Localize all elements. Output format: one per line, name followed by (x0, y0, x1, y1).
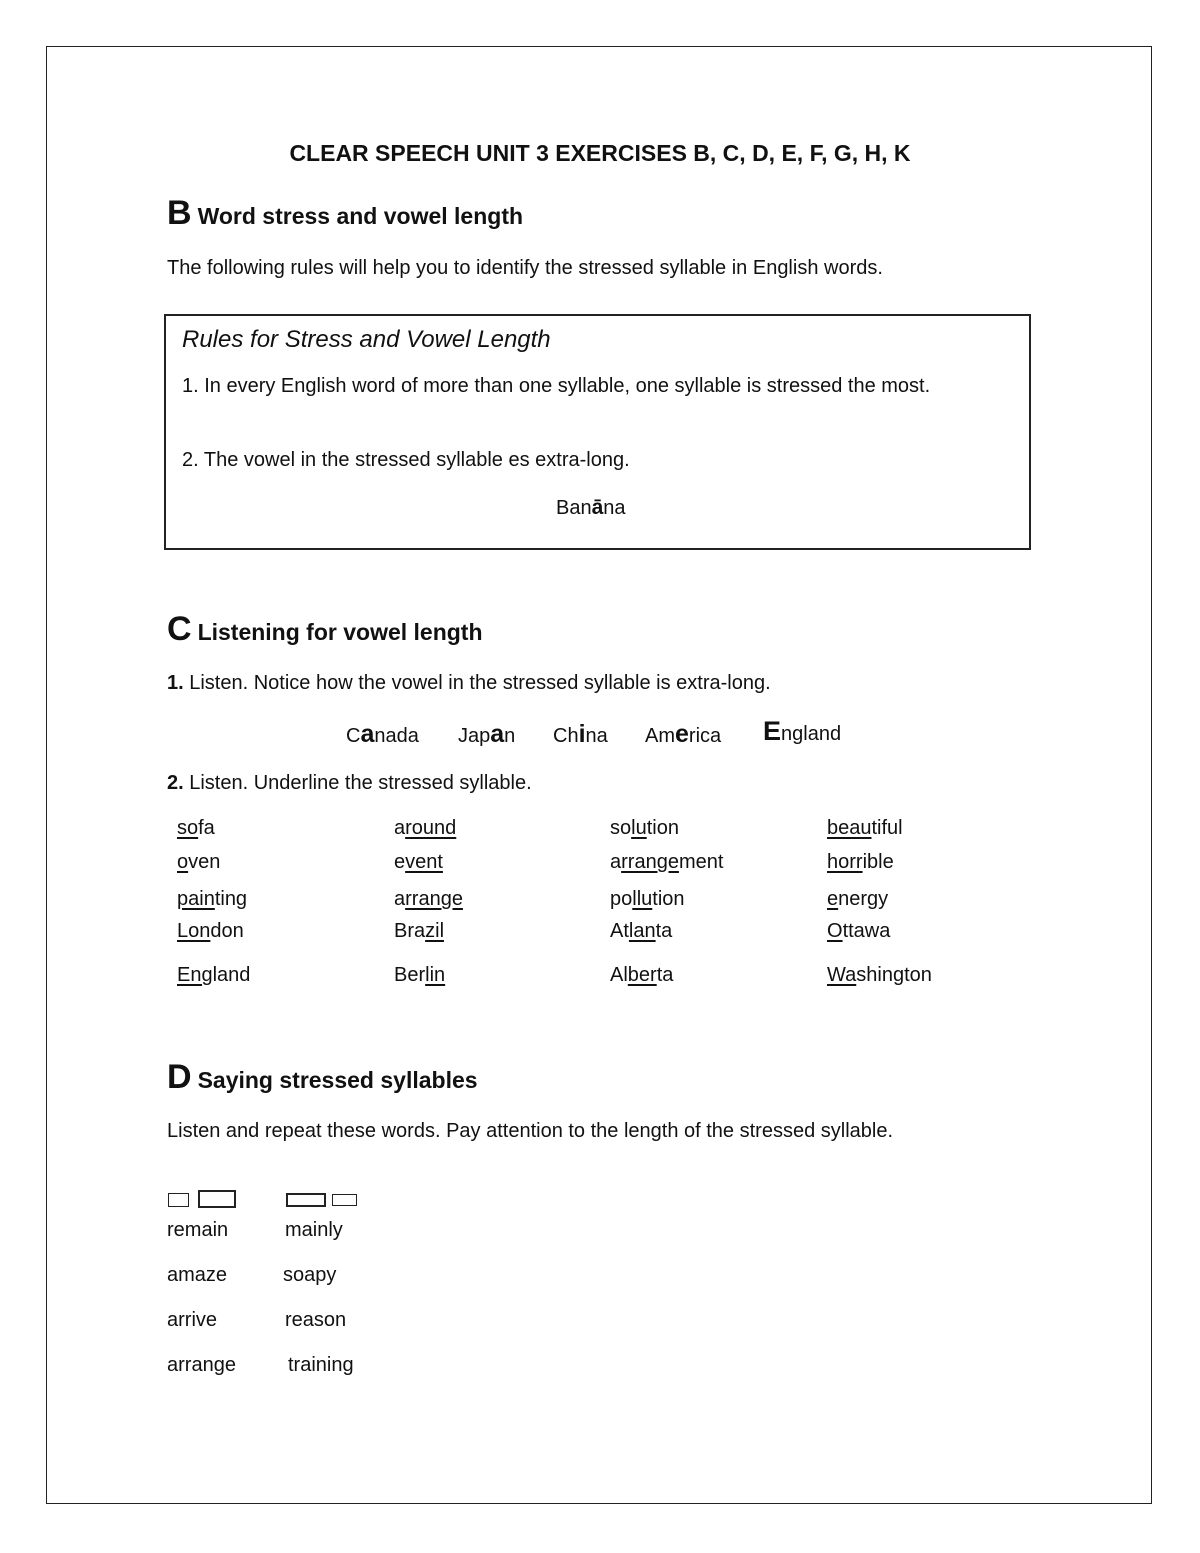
section-c-item-1 (167, 672, 771, 695)
section-b-letter: B (167, 194, 192, 232)
word-part: ment (678, 851, 724, 873)
stressed-syllable: e (827, 888, 839, 910)
example-post: rica (688, 725, 722, 747)
short-syllable-box-icon (168, 1193, 189, 1207)
word-part: nergy (838, 888, 889, 910)
word-part: Al (610, 964, 628, 986)
word-part: land (212, 964, 251, 986)
stress-word (827, 964, 932, 987)
stress-word (610, 851, 723, 874)
example-vowel: a (360, 720, 375, 748)
stressed-syllable: Eng (177, 964, 213, 986)
stress-word (827, 888, 888, 911)
stress-word (394, 920, 444, 943)
example-post: ngland (781, 723, 842, 745)
example-post: na (585, 725, 608, 747)
vowel-example-america (645, 720, 721, 749)
example-vowel: e (675, 720, 689, 748)
long-syllable-box-icon (286, 1193, 326, 1207)
word-part: ta (656, 964, 674, 986)
stress-word (610, 964, 673, 987)
stressed-syllable: round (405, 817, 457, 839)
long-syllable-box-icon (198, 1190, 236, 1208)
example-vowel: E (763, 716, 782, 746)
word-part: don (210, 920, 244, 942)
stressed-syllable: so (177, 817, 199, 839)
stressed-syllable: llu (632, 888, 653, 910)
stressed-syllable: rrange (405, 888, 463, 910)
stressed-syllable: o (177, 851, 189, 873)
word-part: a (610, 851, 622, 873)
stress-word (177, 888, 247, 911)
item-2-text: Listen. Underline the stressed syllable. (183, 772, 532, 794)
section-c-item-2 (167, 772, 532, 795)
section-b-heading (167, 194, 523, 233)
stress-word (394, 817, 456, 840)
word-part: po (610, 888, 633, 910)
word-part: tion (646, 817, 679, 839)
word-arrange: arrange (167, 1354, 236, 1376)
stress-word (827, 817, 903, 840)
item-2-number: 2. (167, 772, 184, 794)
word-part: ting (214, 888, 248, 910)
vowel-example-england (763, 716, 841, 747)
word-part: ta (655, 920, 673, 942)
vowel-example-canada (346, 720, 419, 749)
stress-word (610, 817, 679, 840)
section-d-title: Saying stressed syllables (197, 1067, 478, 1093)
stressed-syllable: O (827, 920, 843, 942)
word-part: so (610, 817, 632, 839)
example-pre: Ch (553, 725, 579, 747)
stressed-syllable: vent (405, 851, 443, 873)
example-pre: Am (645, 725, 675, 747)
word-part: At (610, 920, 629, 942)
stressed-syllable: zil (425, 920, 445, 942)
word-part: Bra (394, 920, 426, 942)
stress-word (394, 851, 443, 874)
stress-word (610, 920, 672, 943)
section-c-title: Listening for vowel length (197, 619, 483, 645)
stressed-syllable: lu (631, 817, 647, 839)
word-mainly: mainly (285, 1219, 343, 1241)
example-vowel: a (490, 720, 505, 748)
stress-word (177, 851, 220, 874)
stressed-syllable: lan (628, 920, 656, 942)
word-part: a (394, 817, 406, 839)
rule-example-word (556, 496, 626, 520)
word-part: ttawa (842, 920, 891, 942)
vowel-example-china (553, 720, 608, 749)
rule-1: 1. In every English word of more than one syllable, one syllable is stressed the most. (182, 375, 931, 397)
example-vowel: ā (591, 496, 604, 519)
word-training: training (288, 1354, 354, 1376)
word-arrive: arrive (167, 1309, 218, 1331)
word-part: ven (188, 851, 221, 873)
stress-word (394, 964, 445, 987)
section-c-heading (167, 610, 483, 649)
word-part: tion (652, 888, 685, 910)
item-1-text: Listen. Notice how the vowel in the stressed syllable is extra-long. (183, 672, 771, 694)
stress-word (610, 888, 685, 911)
stressed-syllable: beau (827, 817, 872, 839)
stress-word (177, 817, 215, 840)
stressed-syllable: Lon (177, 920, 211, 942)
stressed-syllable: rrange (621, 851, 679, 873)
example-pre: Ban (556, 497, 592, 519)
word-soapy: soapy (283, 1264, 337, 1286)
rules-title: Rules for Stress and Vowel Length (182, 326, 551, 353)
item-1-number: 1. (167, 672, 184, 694)
stressed-syllable: Wa (827, 964, 857, 986)
stress-word (177, 964, 250, 987)
page-title: CLEAR SPEECH UNIT 3 EXERCISES B, C, D, E, F, G, H, K (289, 140, 911, 166)
stress-word (394, 888, 463, 911)
example-pre: C (346, 725, 361, 747)
section-d-letter: D (167, 1058, 192, 1096)
word-part: shington (856, 964, 932, 986)
section-d-heading (167, 1058, 478, 1097)
stressed-syllable: lin (425, 964, 446, 986)
word-part: fa (198, 817, 215, 839)
rule-2: 2. The vowel in the stressed syllable es extra-long. (182, 449, 630, 471)
section-c-letter: C (167, 610, 192, 648)
word-reason: reason (285, 1309, 347, 1331)
word-part: a (394, 888, 406, 910)
example-pre: Jap (458, 725, 491, 747)
example-post: na (603, 497, 626, 519)
section-d-intro: Listen and repeat these words. Pay attention to the length of the stressed syllable. (167, 1120, 894, 1142)
vowel-example-japan (458, 720, 515, 749)
stress-word (827, 920, 890, 943)
stressed-syllable: horr (827, 851, 863, 873)
example-post: n (504, 725, 516, 747)
section-b-title: Word stress and vowel length (197, 203, 524, 229)
section-b-intro: The following rules will help you to identify the stressed syllable in English words. (167, 257, 883, 279)
stress-word (827, 851, 894, 874)
stressed-syllable: pain (177, 888, 215, 910)
word-part: tiful (871, 817, 903, 839)
stress-word (177, 920, 244, 943)
word-remain: remain (167, 1219, 229, 1241)
word-part: e (394, 851, 406, 873)
word-amaze: amaze (167, 1264, 228, 1286)
word-part: Ber (394, 964, 426, 986)
example-vowel: i (578, 720, 586, 748)
stressed-syllable: ber (627, 964, 657, 986)
example-post: nada (374, 725, 419, 747)
short-syllable-box-icon (332, 1194, 357, 1206)
word-part: ible (862, 851, 894, 873)
